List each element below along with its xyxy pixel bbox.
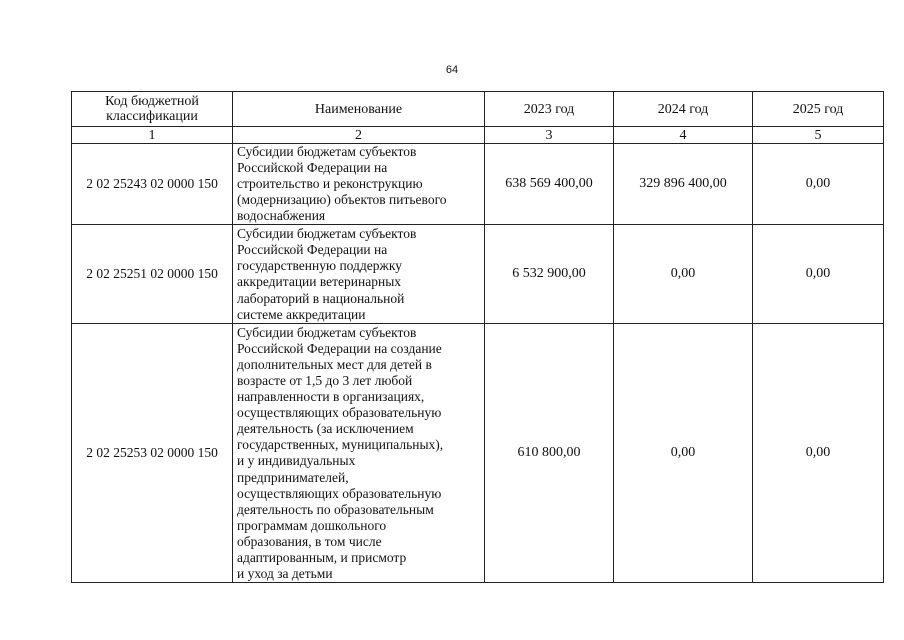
name-line: осуществляющих образовательную [237,485,442,501]
amount-2024: 329 896 400,00 [614,144,753,225]
header-2025: 2025 год [753,92,884,127]
amount-2024: 0,00 [614,225,753,324]
name-line: Российской Федерации на [237,160,388,176]
column-number-row [72,127,884,144]
header-code: Код бюджетной классификации [72,92,233,127]
name-line: строительство и реконструкцию [237,176,423,192]
name-line: адаптированным, и присмотр [237,550,407,566]
budget-code: 2 02 25251 02 0000 150 [72,225,233,324]
name-line: деятельность по образовательным [237,501,434,517]
name-line: дополнительных мест для детей в [237,356,432,372]
amount-2025: 0,00 [753,225,884,324]
name-line: Субсидии бюджетам субъектов [237,226,417,242]
name-line: Российской Федерации на [237,242,388,258]
table-row [72,324,884,583]
amount-2025: 0,00 [753,324,884,583]
amount-2023: 6 532 900,00 [485,225,614,324]
name-line: деятельность (за исключением [237,421,414,437]
name-line: водоснабжения [237,208,326,224]
name-line: предпринимателей, [237,469,349,485]
name-line: и у индивидуальных [237,453,356,469]
header-2023: 2023 год [485,92,614,127]
item-name [233,225,485,324]
budget-code: 2 02 25243 02 0000 150 [72,144,233,225]
name-line: государственных, муниципальных), [237,437,444,453]
name-line: Субсидии бюджетам субъектов [237,144,417,159]
column-number: 5 [753,127,884,144]
amount-2025: 0,00 [753,144,884,225]
item-name [233,144,485,225]
name-line: Российской Федерации на создание [237,340,442,356]
header-row [72,92,884,127]
name-line: системе аккредитации [237,306,366,322]
budget-code: 2 02 25253 02 0000 150 [72,324,233,583]
name-line: (модернизацию) объектов питьевого [237,192,447,208]
amount-2024: 0,00 [614,324,753,583]
header-name: Наименование [233,92,485,127]
name-line: и уход за детьми [237,566,333,582]
name-line: образования, в том числе [237,533,382,549]
budget-table [71,91,884,583]
column-number: 2 [233,127,485,144]
name-line: осуществляющих образовательную [237,405,442,421]
name-line: аккредитации ветеринарных [237,274,402,290]
table-row [72,225,884,324]
column-number: 3 [485,127,614,144]
name-line: возрасте от 1,5 до 3 лет любой [237,373,413,388]
page-number: 64 [445,64,459,76]
amount-2023: 638 569 400,00 [485,144,614,225]
item-name [233,324,485,583]
amount-2023: 610 800,00 [485,324,614,583]
name-line: программам дошкольного [237,517,387,533]
name-line: направленности в организациях, [237,389,425,405]
header-2024: 2024 год [614,92,753,127]
column-number: 4 [614,127,753,144]
name-line: Субсидии бюджетам субъектов [237,324,417,340]
column-number: 1 [72,127,233,144]
name-line: государственную поддержку [237,258,402,274]
name-line: лабораторий в национальной [237,290,405,306]
table-row [72,144,884,225]
